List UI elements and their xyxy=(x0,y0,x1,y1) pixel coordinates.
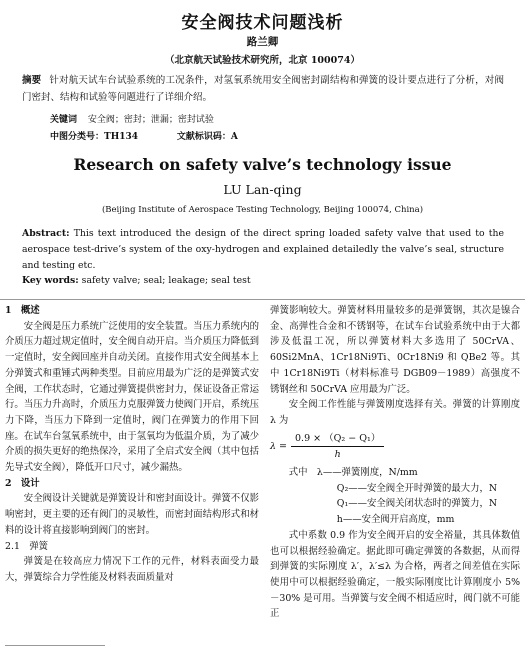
clc-label: 中图分类号： xyxy=(50,132,105,142)
abstract-cn xyxy=(22,72,504,106)
paragraph: 安全阀设计关键就是弹簧设计和密封面设计。弹簧不仅影响密封，更主要的还有阀门的灵敏性，而密封面结构形式和材料的设计将直接影响到阀门的密封。 xyxy=(5,493,259,536)
abstract-label-en: Abstract: xyxy=(22,228,70,239)
keywords-en-row xyxy=(22,275,251,286)
paragraph: 弹簧是在较高应力情况下工作的元件，材料表面受力最大，弹簧综合力学性能及材料表面质量对 xyxy=(5,556,259,583)
body-column-right xyxy=(270,303,520,622)
section-heading-overview: 1 概述 xyxy=(5,305,40,316)
formula-numerator: 0.9 × （Q₂ − Q₁） xyxy=(291,431,384,448)
affiliation-cn: （北京航天试验技术研究所，北京 100074） xyxy=(165,55,360,66)
author-en: LU Lan-qing xyxy=(223,182,302,197)
formula-lhs: λ = xyxy=(270,440,288,452)
formula-denominator: h xyxy=(334,449,341,461)
doc-code-value: A xyxy=(230,132,238,142)
meta-block xyxy=(50,112,238,146)
formula-where-lambda: 式中 λ——弹簧刚度，N/mm xyxy=(288,467,418,479)
abstract-text-cn: 针对航天试车台试验系统的工况条件，对氢氧系统用安全阀密封副结构和弹簧的设计要点进行了分析，对阀门密封、结构和试验等问题进行了详细介绍。 xyxy=(22,75,504,103)
keywords-en: safety valve; seal; leakage; seal test xyxy=(81,275,251,286)
formula-where-q1: Q₁——安全阀关闭状态时的弹簧力，N xyxy=(336,498,498,510)
paragraph: 弹簧影响较大。弹簧材料用量较多的是弹簧钢，其次是镍合金、高弹性合金和不锈钢等，在试车台试验系统中由于大都涉及低温工况，所以弹簧材料大多选用了 50CrVA、60Si2MnA、1Cr18Ni9Ti、0Cr18Ni9 和 QBe2 等。其中 1Cr18Ni9Ti（材料标准号 DGB09－1989）高强度不锈钢丝和 50CrVA 应用最为广泛。 xyxy=(270,305,520,395)
footnote-rule xyxy=(5,645,105,646)
formula-where-q2: Q₂——安全阀全开时弹簧的最大力，N xyxy=(336,482,498,494)
paragraph: 安全阀工作性能与弹簧刚度选择有关。弹簧的计算刚度 λ 为 xyxy=(270,399,520,426)
body-column-left xyxy=(5,303,259,586)
keywords-label-en: Key words: xyxy=(22,275,79,286)
abstract-en xyxy=(22,226,504,274)
section-heading-spring: 2.1 弹簧 xyxy=(5,540,49,552)
section-divider xyxy=(0,299,525,300)
paper-title-cn: 安全阀技术问题浅析 xyxy=(181,13,344,33)
paragraph: 式中系数 0.9 作为安全阀开启的安全裕量，其具体数值也可以根据经验确定。据此即可确定弹簧的各数据，从而得到弹簧的实际刚度 λ′，λ′≤λ 为合格，两者之间差值在实际使用中可以根据经验确定，一般实际刚度比计算刚度小 5%－30% 是可用。当弹簧与安全阀不相适应时，阀门就不可能正 xyxy=(270,529,520,620)
affiliation-en: (Beijing Institute of Aerospace Testing Technology, Beijing 100074, China) xyxy=(101,205,424,215)
author-cn: 路兰卿 xyxy=(246,36,279,48)
keywords-cn: 安全阀；密封；泄漏；密封试验 xyxy=(87,115,214,125)
clc-value: TH134 xyxy=(104,132,139,142)
paragraph: 安全阀是压力系统广泛使用的安全装置。当压力系统内的介质压力超过规定值时，安全阀自动开启。当介质压力降低到一定值时，安全阀回座并自动关闭。直接作用式安全阀基本上分弹簧式和重锤式两种类型。目前应用最为广泛的是弹簧式安全阀，工作状态时，它通过弹簧提供密封力，保证设备正常运行。当压力升高时，介质压力克服弹簧力使阀门开启，系统压力下降，当压力下降到一定值时，阀门在弹簧力的作用下回座。在试车台氢氧系统中，由于氢氧均为低温介质，为了减少介质的损失更好的绝热保冷，采用了全启式安全阀（其中包括先导式安全阀），降低开口尺寸，减少漏热。 xyxy=(5,320,259,474)
doc-code-label: 文献标识码： xyxy=(176,132,231,142)
section-heading-design: 2 设计 xyxy=(5,477,40,489)
formula-fraction xyxy=(291,431,384,463)
abstract-text-en: This text introduced the design of the direct spring loaded safety valve that used to the aerospace test-drive’s system of the oxy-hydrogen and explained detailedly the valve’s seal, structure and testing etc. xyxy=(22,228,504,271)
keywords-row-cn xyxy=(50,112,238,129)
paper-title-en: Research on safety valve’s technology issue xyxy=(73,155,452,174)
abstract-label-cn: 摘要 xyxy=(22,75,42,86)
keywords-label-cn: 关键词 xyxy=(50,115,78,125)
classification-row xyxy=(50,129,238,146)
formula-where-h: h——安全阀开启高度，mm xyxy=(336,514,455,526)
stiffness-formula xyxy=(270,431,520,463)
